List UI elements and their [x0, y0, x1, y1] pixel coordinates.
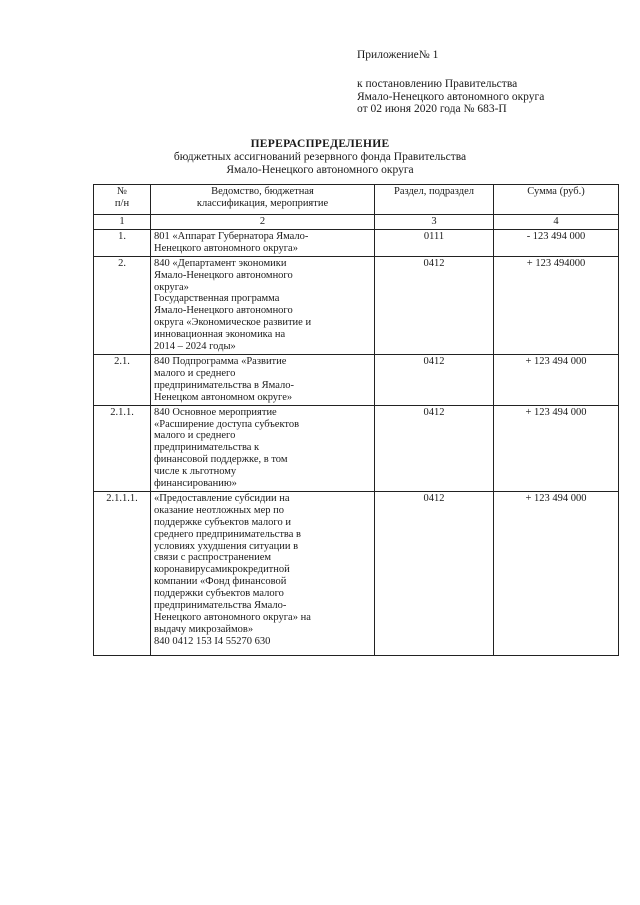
row-name-line: 840 «Департамент экономики [154, 257, 287, 269]
row-name [151, 229, 375, 256]
row-num: 2.1.1. [94, 405, 151, 491]
row-name-line: округа» [154, 281, 189, 293]
row-num: 2. [94, 256, 151, 354]
row-section: 0412 [375, 491, 494, 655]
header-sum [494, 185, 619, 215]
index-cell: 2 [151, 215, 375, 230]
row-name-line: Ненецкого автономного округа» [154, 242, 298, 254]
subtitle-line: Ямало-Ненецкого автономного округа [226, 163, 414, 176]
table-row [94, 405, 619, 491]
table-row [94, 229, 619, 256]
subtitle-line: бюджетных ассигнований резервного фонда Правительства [173, 151, 467, 163]
row-name-line: инновационная экономика на [154, 329, 286, 341]
row-name-line: выдачу микрозаймов» [154, 623, 254, 635]
row-section: 0412 [375, 256, 494, 354]
row-name-line: среднего предпринимательства в [154, 528, 301, 540]
table-header-row [94, 185, 619, 215]
row-name-line: Государственная программа [154, 293, 280, 305]
row-name-line: малого и среднего [154, 367, 236, 379]
appendix-meta-line: от 02 июня 2020 года № 683-П [357, 103, 507, 115]
row-name-line: 2014 – 2024 годы» [154, 341, 236, 353]
row-name-line: оказание неотложных мер по [154, 504, 284, 516]
row-section: 0412 [375, 405, 494, 491]
appendix-meta-line: Ямало-Ненецкого автономного округа [357, 90, 545, 103]
row-name-line: 840 0412 153 I4 55270 630 [154, 635, 271, 647]
appendix-meta [357, 78, 544, 116]
row-name [151, 354, 375, 405]
document-title: ПЕРЕРАСПРЕДЕЛЕНИЕ [250, 138, 390, 150]
table-row [94, 354, 619, 405]
row-name-line: «Расширение доступа субъектов [154, 418, 300, 430]
row-name-line: финансовой поддержке, в том [154, 454, 288, 466]
header-sum-text: Сумма (руб.) [527, 186, 585, 197]
appendix-meta-line: к постановлению Правительства [357, 78, 518, 90]
index-cell: 1 [94, 215, 151, 230]
table-row [94, 491, 619, 655]
row-sum: + 123 494 000 [494, 491, 619, 655]
row-name [151, 256, 375, 354]
row-name-line: предпринимательства к [154, 442, 260, 454]
row-name-line: условиях ухудшения ситуации в [154, 540, 299, 552]
row-name-line: поддержки субъектов малого [154, 588, 284, 600]
row-num: 2.1.1.1. [94, 491, 151, 655]
row-name-line: Ямало-Ненецкого автономного [154, 269, 293, 281]
header-section [375, 185, 494, 215]
header-num-text: № п/н [114, 186, 130, 209]
row-num: 2.1. [94, 354, 151, 405]
table-index-row [94, 215, 619, 230]
budget-table [93, 184, 619, 656]
index-cell: 4 [494, 215, 619, 230]
row-name-line: предпринимательства в Ямало- [154, 379, 294, 391]
row-name-line: числе к льготному [154, 466, 237, 478]
row-name-line: 840 Основное мероприятие [154, 406, 277, 418]
row-section: 0412 [375, 354, 494, 405]
row-sum: - 123 494 000 [494, 229, 619, 256]
header-name-text: Ведомство, бюджетная классификация, мероприятие [196, 186, 329, 209]
appendix-label: Приложение№ 1 [357, 49, 439, 61]
row-name-line: 801 «Аппарат Губернатора Ямало- [154, 230, 309, 242]
row-name-line: поддержке субъектов малого и [154, 516, 291, 528]
row-num: 1. [94, 229, 151, 256]
row-name-line: Ненецкого автономного округа» на [154, 612, 311, 623]
row-name-line: «Предоставление субсидии на [154, 492, 290, 504]
row-name [151, 491, 375, 655]
row-sum: + 123 494000 [494, 256, 619, 354]
row-name-line: 840 Подпрограмма «Развитие [154, 355, 287, 367]
row-section: 0111 [375, 229, 494, 256]
row-name-line: Ямало-Ненецкого автономного [154, 305, 293, 317]
header-name [151, 185, 375, 215]
row-name-line: предпринимательства Ямало- [154, 600, 287, 612]
row-name-line: компании «Фонд финансовой [154, 576, 287, 588]
table-row [94, 256, 619, 354]
row-name-line: коронавирусамикрокредитной [154, 564, 290, 576]
row-name-line: округа «Экономическое развитие и [154, 317, 312, 329]
row-name-line: Ненецком автономном округе» [154, 391, 293, 403]
row-name [151, 405, 375, 491]
header-num [94, 185, 151, 215]
index-cell: 3 [375, 215, 494, 230]
row-name-line: малого и среднего [154, 430, 236, 442]
row-sum: + 123 494 000 [494, 354, 619, 405]
document-subtitle [0, 151, 640, 176]
row-name-line: финансированию» [154, 478, 237, 490]
header-section-text: Раздел, подраздел [394, 186, 474, 197]
row-name-line: связи с распространением [154, 552, 272, 564]
row-sum: + 123 494 000 [494, 405, 619, 491]
